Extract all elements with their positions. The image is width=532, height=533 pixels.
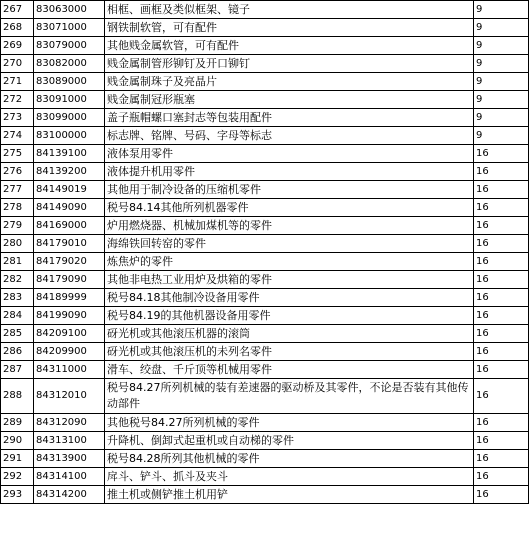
table-row bbox=[1, 486, 529, 504]
table-row bbox=[1, 127, 529, 145]
hs-code-cell[interactable]: 83082000 bbox=[34, 55, 105, 73]
description-cell[interactable]: 其他税号84.27所列机械的零件 bbox=[105, 414, 474, 432]
description-cell[interactable]: 砑光机或其他滚压机的未列名零件 bbox=[105, 343, 474, 361]
row-number-cell[interactable]: 278 bbox=[1, 199, 34, 217]
row-number-cell[interactable]: 285 bbox=[1, 325, 34, 343]
description-cell[interactable]: 贱金属制管形铆钉及开口铆钉 bbox=[105, 55, 474, 73]
hs-code-cell[interactable]: 84139100 bbox=[34, 145, 105, 163]
description-cell[interactable]: 盖子瓶帽螺口塞封志等包装用配件 bbox=[105, 109, 474, 127]
description-cell[interactable]: 税号84.14其他所列机器零件 bbox=[105, 199, 474, 217]
table-row bbox=[1, 468, 529, 486]
hs-code-cell[interactable]: 84314200 bbox=[34, 486, 105, 504]
table-body bbox=[1, 1, 529, 504]
hs-code-cell[interactable]: 84209100 bbox=[34, 325, 105, 343]
description-cell[interactable]: 税号84.27所列机械的装有差速器的驱动桥及其零件，不论是否装有其他传动部件 bbox=[105, 379, 474, 414]
hs-code-cell[interactable]: 83071000 bbox=[34, 19, 105, 37]
row-number-cell[interactable]: 292 bbox=[1, 468, 34, 486]
row-number-cell[interactable]: 280 bbox=[1, 235, 34, 253]
hs-code-cell[interactable]: 84179020 bbox=[34, 253, 105, 271]
rate-cell[interactable]: 16 bbox=[474, 486, 529, 504]
description-cell[interactable]: 其他用于制冷设备的压缩机零件 bbox=[105, 181, 474, 199]
row-number-cell[interactable]: 289 bbox=[1, 414, 34, 432]
hs-code-cell[interactable]: 84179010 bbox=[34, 235, 105, 253]
row-number-cell[interactable]: 279 bbox=[1, 217, 34, 235]
description-cell[interactable]: 税号84.28所列其他机械的零件 bbox=[105, 450, 474, 468]
rate-cell[interactable]: 16 bbox=[474, 235, 529, 253]
rate-cell[interactable]: 16 bbox=[474, 414, 529, 432]
rate-cell[interactable]: 16 bbox=[474, 253, 529, 271]
rate-cell[interactable]: 9 bbox=[474, 91, 529, 109]
hs-code-cell[interactable]: 84314100 bbox=[34, 468, 105, 486]
rate-cell[interactable]: 16 bbox=[474, 468, 529, 486]
description-cell[interactable]: 贱金属制珠子及亮晶片 bbox=[105, 73, 474, 91]
row-number-cell[interactable]: 284 bbox=[1, 307, 34, 325]
hs-code-cell[interactable]: 83089000 bbox=[34, 73, 105, 91]
rate-cell[interactable]: 16 bbox=[474, 361, 529, 379]
table-row bbox=[1, 414, 529, 432]
row-number-cell[interactable]: 283 bbox=[1, 289, 34, 307]
row-number-cell[interactable]: 272 bbox=[1, 91, 34, 109]
table-row bbox=[1, 379, 529, 414]
rate-cell[interactable]: 9 bbox=[474, 1, 529, 19]
hs-code-cell[interactable]: 84209900 bbox=[34, 343, 105, 361]
row-number-cell[interactable]: 271 bbox=[1, 73, 34, 91]
row-number-cell[interactable]: 268 bbox=[1, 19, 34, 37]
rate-cell[interactable]: 16 bbox=[474, 325, 529, 343]
hs-code-cell[interactable]: 84179090 bbox=[34, 271, 105, 289]
rate-cell[interactable]: 16 bbox=[474, 181, 529, 199]
row-number-cell[interactable]: 290 bbox=[1, 432, 34, 450]
description-cell[interactable]: 液体泵用零件 bbox=[105, 145, 474, 163]
table-row bbox=[1, 289, 529, 307]
row-number-cell[interactable]: 275 bbox=[1, 145, 34, 163]
table-row bbox=[1, 450, 529, 468]
description-cell[interactable]: 相框、画框及类似框架、镜子 bbox=[105, 1, 474, 19]
hs-code-cell[interactable]: 83091000 bbox=[34, 91, 105, 109]
description-cell[interactable]: 戽斗、铲斗、抓斗及夹斗 bbox=[105, 468, 474, 486]
row-number-cell[interactable]: 269 bbox=[1, 37, 34, 55]
table-row bbox=[1, 163, 529, 181]
table-row bbox=[1, 91, 529, 109]
description-cell[interactable]: 其他贱金属软管，可有配件 bbox=[105, 37, 474, 55]
description-cell[interactable]: 其他非电热工业用炉及烘箱的零件 bbox=[105, 271, 474, 289]
table-row bbox=[1, 19, 529, 37]
table-row bbox=[1, 235, 529, 253]
hs-code-cell[interactable]: 84189999 bbox=[34, 289, 105, 307]
table-row bbox=[1, 307, 529, 325]
table-row bbox=[1, 37, 529, 55]
rate-cell[interactable]: 16 bbox=[474, 379, 529, 414]
table-row bbox=[1, 55, 529, 73]
row-number-cell[interactable]: 273 bbox=[1, 109, 34, 127]
hs-code-cell[interactable]: 84139200 bbox=[34, 163, 105, 181]
table-row bbox=[1, 217, 529, 235]
rate-cell[interactable]: 16 bbox=[474, 450, 529, 468]
rate-cell[interactable]: 16 bbox=[474, 217, 529, 235]
table-row bbox=[1, 73, 529, 91]
hs-code-cell[interactable]: 83079000 bbox=[34, 37, 105, 55]
description-cell[interactable]: 液体提升机用零件 bbox=[105, 163, 474, 181]
row-number-cell[interactable]: 286 bbox=[1, 343, 34, 361]
rate-cell[interactable]: 16 bbox=[474, 163, 529, 181]
rate-cell[interactable]: 16 bbox=[474, 289, 529, 307]
description-cell[interactable]: 推土机或侧铲推土机用铲 bbox=[105, 486, 474, 504]
table-row bbox=[1, 432, 529, 450]
description-cell[interactable]: 炉用燃烧器、机械加煤机等的零件 bbox=[105, 217, 474, 235]
hs-code-cell[interactable]: 84149090 bbox=[34, 199, 105, 217]
rate-cell[interactable]: 16 bbox=[474, 271, 529, 289]
rate-cell[interactable]: 9 bbox=[474, 37, 529, 55]
row-number-cell[interactable]: 293 bbox=[1, 486, 34, 504]
description-cell[interactable]: 钢铁制软管，可有配件 bbox=[105, 19, 474, 37]
description-cell[interactable]: 税号84.18其他制冷设备用零件 bbox=[105, 289, 474, 307]
hs-code-cell[interactable]: 83063000 bbox=[34, 1, 105, 19]
rate-cell[interactable]: 9 bbox=[474, 55, 529, 73]
hs-code-cell[interactable]: 84149019 bbox=[34, 181, 105, 199]
description-cell[interactable]: 砑光机或其他滚压机器的滚筒 bbox=[105, 325, 474, 343]
rate-cell[interactable]: 16 bbox=[474, 199, 529, 217]
hs-code-cell[interactable]: 83099000 bbox=[34, 109, 105, 127]
rate-cell[interactable]: 16 bbox=[474, 307, 529, 325]
row-number-cell[interactable]: 270 bbox=[1, 55, 34, 73]
row-number-cell[interactable]: 277 bbox=[1, 181, 34, 199]
table-row bbox=[1, 343, 529, 361]
table-row bbox=[1, 361, 529, 379]
rate-cell[interactable]: 16 bbox=[474, 343, 529, 361]
description-cell[interactable]: 升降机、倒卸式起重机或自动梯的零件 bbox=[105, 432, 474, 450]
hs-code-cell[interactable]: 84312010 bbox=[34, 379, 105, 414]
hs-code-cell[interactable]: 83100000 bbox=[34, 127, 105, 145]
table-row bbox=[1, 1, 529, 19]
description-cell[interactable]: 海绵铁回转窑的零件 bbox=[105, 235, 474, 253]
row-number-cell[interactable]: 287 bbox=[1, 361, 34, 379]
row-number-cell[interactable]: 291 bbox=[1, 450, 34, 468]
hs-code-cell[interactable]: 84313900 bbox=[34, 450, 105, 468]
hs-code-cell[interactable]: 84311000 bbox=[34, 361, 105, 379]
row-number-cell[interactable]: 274 bbox=[1, 127, 34, 145]
row-number-cell[interactable]: 281 bbox=[1, 253, 34, 271]
rate-cell[interactable]: 9 bbox=[474, 109, 529, 127]
row-number-cell[interactable]: 267 bbox=[1, 1, 34, 19]
description-cell[interactable]: 标志牌、铭牌、号码、字母等标志 bbox=[105, 127, 474, 145]
table-row bbox=[1, 325, 529, 343]
table-row bbox=[1, 253, 529, 271]
hs-code-cell[interactable]: 84169000 bbox=[34, 217, 105, 235]
description-cell[interactable]: 滑车、绞盘、千斤顶等机械用零件 bbox=[105, 361, 474, 379]
rate-cell[interactable]: 9 bbox=[474, 127, 529, 145]
table-row bbox=[1, 199, 529, 217]
row-number-cell[interactable]: 282 bbox=[1, 271, 34, 289]
row-number-cell[interactable]: 276 bbox=[1, 163, 34, 181]
rate-cell[interactable]: 16 bbox=[474, 432, 529, 450]
rate-cell[interactable]: 9 bbox=[474, 19, 529, 37]
table-row bbox=[1, 145, 529, 163]
description-cell[interactable]: 贱金属制冠形瓶塞 bbox=[105, 91, 474, 109]
table-row bbox=[1, 271, 529, 289]
description-cell[interactable]: 税号84.19的其他机器设备用零件 bbox=[105, 307, 474, 325]
hs-code-cell[interactable]: 84312090 bbox=[34, 414, 105, 432]
description-cell[interactable]: 炼焦炉的零件 bbox=[105, 253, 474, 271]
rate-cell[interactable]: 16 bbox=[474, 145, 529, 163]
table-row bbox=[1, 181, 529, 199]
rate-cell[interactable]: 9 bbox=[474, 73, 529, 91]
hs-code-cell[interactable]: 84313100 bbox=[34, 432, 105, 450]
table-row bbox=[1, 109, 529, 127]
hs-code-cell[interactable]: 84199090 bbox=[34, 307, 105, 325]
row-number-cell[interactable]: 288 bbox=[1, 379, 34, 414]
